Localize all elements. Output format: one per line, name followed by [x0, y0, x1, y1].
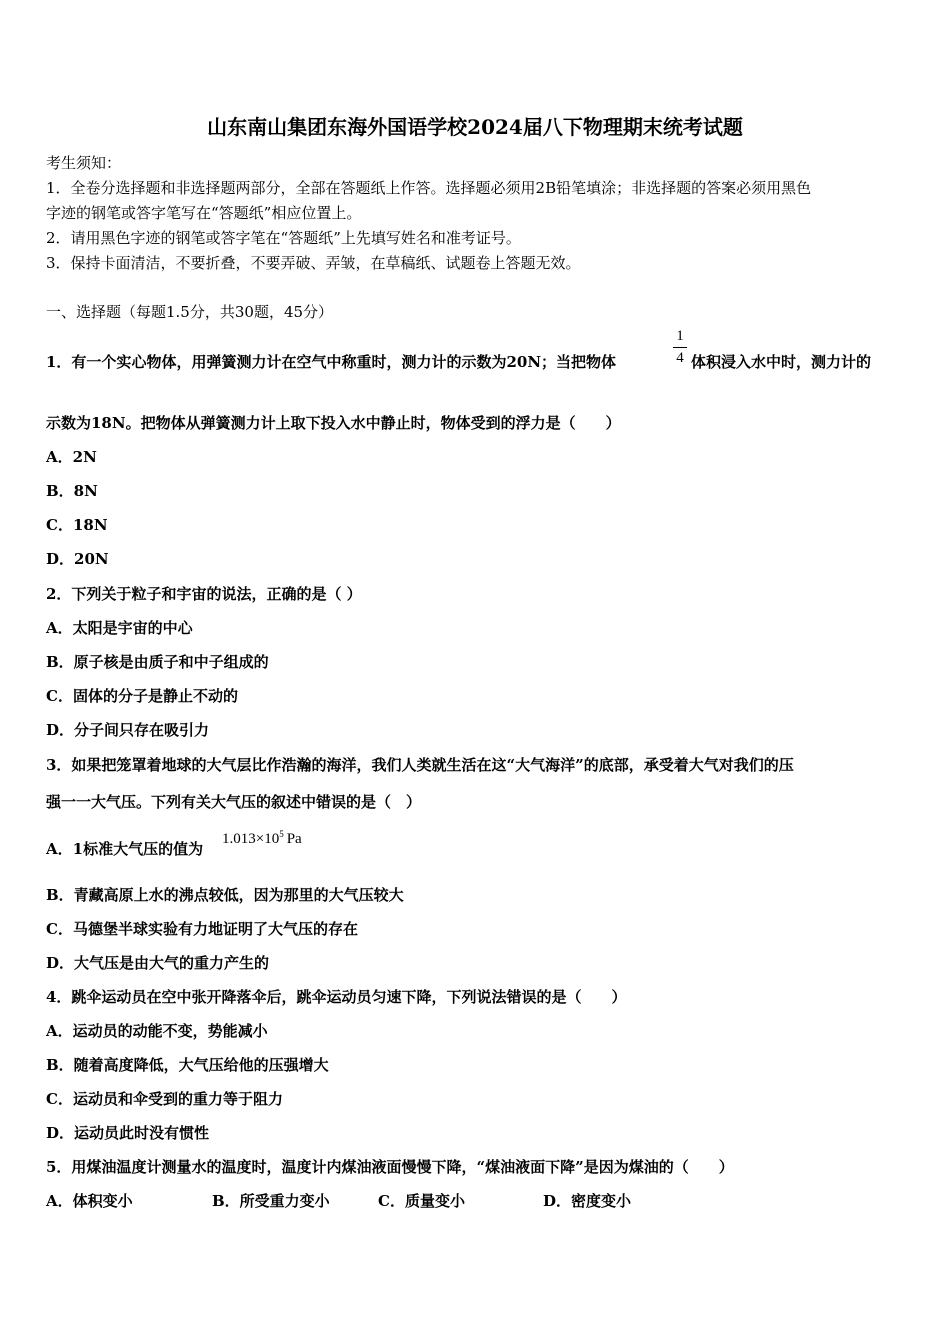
q5-option-a: A．体积变小	[46, 1192, 133, 1210]
q1-fraction-numerator: 1	[676, 328, 684, 344]
q1-stem-line2: 示数为18N。把物体从弹簧测力计上取下投入水中静止时，物体受到的浮力是（ ）	[46, 414, 621, 432]
formula-unit: Pa	[286, 831, 302, 847]
notice-item-1-cont: 字迹的钢笔或答字笔写在“答题纸”相应位置上。	[46, 204, 362, 222]
q4-option-d: D．运动员此时没有惯性	[46, 1124, 210, 1142]
q3-stem-line1: 3．如果把笼罩着地球的大气层比作浩瀚的海洋，我们人类就生活在这“大气海洋”的底部，承受着大气对我们的压	[46, 756, 794, 774]
q5-stem: 5．用煤油温度计测量水的温度时，温度计内煤油液面慢慢下降，“煤油液面下降”是因为煤油的（ ）	[46, 1158, 734, 1176]
q1-option-d: D．20N	[46, 550, 109, 568]
notice-item-3: 3．保持卡面清洁，不要折叠，不要弄破、弄皱，在草稿纸、试题卷上答题无效。	[46, 254, 581, 272]
notice-item-1: 1．全卷分选择题和非选择题两部分，全部在答题纸上作答。选择题必须用2B铅笔填涂；非选择题的答案必须用黑色	[46, 179, 812, 197]
q3-option-a-formula	[222, 829, 302, 848]
formula-base: 1.013×10	[222, 831, 280, 847]
q3-option-c: C．马德堡半球实验有力地证明了大气压的存在	[46, 920, 358, 938]
fraction-bar	[673, 347, 687, 348]
q1-stem-part2: 体积浸入水中时，测力计的	[691, 353, 872, 371]
q3-option-a: A．1标准大气压的值为	[46, 840, 204, 858]
q4-option-c: C．运动员和伞受到的重力等于阻力	[46, 1090, 283, 1108]
section-heading: 一、选择题（每题1.5分，共30题，45分）	[46, 303, 334, 321]
q3-stem-line2: 强一一大气压。下列有关大气压的叙述中错误的是（ ）	[46, 793, 422, 811]
q2-option-a: A．太阳是宇宙的中心	[46, 619, 193, 637]
q2-stem: 2．下列关于粒子和宇宙的说法，正确的是（ ）	[46, 585, 362, 603]
q5-option-c: C．质量变小	[378, 1192, 465, 1210]
q5-option-d: D．密度变小	[543, 1192, 632, 1210]
q1-option-a: A．2N	[46, 448, 97, 466]
page-title: 山东南山集团东海外国语学校2024届八下物理期末统考试题	[207, 115, 743, 139]
q1-stem-part1: 1．有一个实心物体，用弹簧测力计在空气中称重时，测力计的示数为20N；当把物体	[46, 353, 617, 371]
q3-option-b: B．青藏高原上水的沸点较低，因为那里的大气压较大	[46, 886, 404, 904]
q5-option-b: B．所受重力变小	[212, 1192, 330, 1210]
q3-option-d: D．大气压是由大气的重力产生的	[46, 954, 270, 972]
q2-option-d: D．分子间只存在吸引力	[46, 721, 210, 739]
q2-option-c: C．固体的分子是静止不动的	[46, 687, 238, 705]
q4-option-b: B．随着高度降低，大气压给他的压强增大	[46, 1056, 329, 1074]
notice-item-2: 2．请用黑色字迹的钢笔或答字笔在“答题纸”上先填写姓名和准考证号。	[46, 229, 521, 247]
q4-stem: 4．跳伞运动员在空中张开降落伞后，跳伞运动员匀速下降，下列说法错误的是（ ）	[46, 988, 627, 1006]
notice-heading: 考生须知：	[46, 154, 122, 172]
q1-option-b: B．8N	[46, 482, 98, 500]
q1-fraction	[673, 328, 687, 367]
q4-option-a: A．运动员的动能不变，势能减小	[46, 1022, 268, 1040]
q1-option-c: C．18N	[46, 516, 108, 534]
formula-exponent: 5	[279, 829, 284, 839]
q1-fraction-denominator: 4	[676, 350, 684, 366]
q2-option-b: B．原子核是由质子和中子组成的	[46, 653, 269, 671]
